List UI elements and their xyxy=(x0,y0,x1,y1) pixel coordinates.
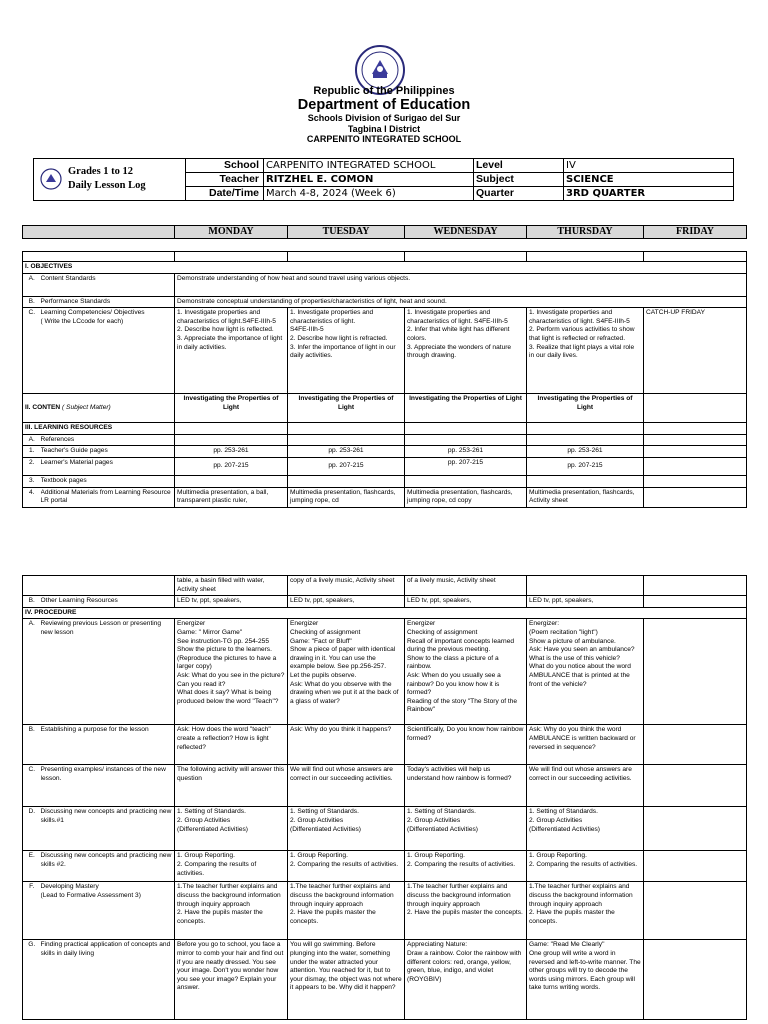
school-label: School xyxy=(186,159,264,173)
row-number: 2. xyxy=(23,457,41,475)
row-number: F. xyxy=(23,882,41,940)
subject-label: Subject xyxy=(474,173,564,187)
division-heading: Schools Division of Surigao del Sur xyxy=(307,113,461,123)
day-header-tuesday: TUESDAY xyxy=(288,226,405,239)
teachers-guide-label: Teacher's Guide pages xyxy=(41,446,175,458)
review-monday: Energizer Game: " Mirror Game" See instruction-TG pp. 254-255 Show the picture to the learners. (Reproduce the pictures to have a larger copy) Ask: What do you see in the picture? Can you read it? What does it say? What is being produced below the word "Teach"? xyxy=(175,619,288,725)
school-heading: CARPENITO INTEGRATED SCHOOL xyxy=(306,134,462,144)
day-header-monday: MONDAY xyxy=(175,226,288,239)
learning-resources-heading: III. LEARNING RESOURCES xyxy=(23,423,175,435)
new-concepts-1-label: Discussing new concepts and practicing new skills.#1 xyxy=(41,807,175,851)
other-resources-wednesday: LED tv, ppt, speakers, xyxy=(405,596,527,608)
level-value: IV xyxy=(564,159,734,173)
blank-header-cell xyxy=(23,226,175,239)
row-number: 4. xyxy=(23,487,41,507)
competencies-thursday: 1. Investigate properties and characteristics of light. S4FE-IIIh-5 2. Perform various activities to show that light is reflected or refracted. 3. Realize that light plays a vital role in our daily lives. xyxy=(527,308,644,394)
teacher-label: Teacher xyxy=(186,173,264,187)
date-value: March 4-8, 2024 (Week 6) xyxy=(264,187,474,201)
day-header-wednesday: WEDNESDAY xyxy=(405,226,527,239)
purpose-label: Establishing a purpose for the lesson xyxy=(41,725,175,765)
materials-tuesday: Multimedia presentation, flashcards, jumping rope, cd xyxy=(288,487,405,507)
application-thursday: Game: "Read Me Clearly" One group will write a word in reversed and left-to-write manner. The other groups will try to decode the words using mirrors. Each group will take turns writing words. xyxy=(527,940,644,1020)
row-number: G. xyxy=(23,940,41,1020)
materials-cont-monday: table, a basin filled with water, Activity sheet xyxy=(175,576,288,596)
concepts1-thursday: 1. Setting of Standards. 2. Group Activities (Differentiated Activities) xyxy=(527,807,644,851)
concepts1-tuesday: 1. Setting of Standards. 2. Group Activities (Differentiated Activities) xyxy=(288,807,405,851)
row-number: C. xyxy=(23,308,41,394)
day-header-thursday: THURSDAY xyxy=(527,226,644,239)
row-number: B. xyxy=(23,596,41,608)
tg-pages-monday: pp. 253-261 xyxy=(175,446,288,458)
subject-value: SCIENCE xyxy=(564,173,734,187)
mastery-monday: 1.The teacher further explains and discuss the background information through inquiry approach 2. Have the pupils master the concepts. xyxy=(175,882,288,940)
competencies-wednesday: 1. Investigate properties and characteristics of light. S4FE-IIIh-5 2. Infer that white light has different colors. 3. Appreciate the wonders of nature through drawing. xyxy=(405,308,527,394)
materials-wednesday: Multimedia presentation, flashcards, jumping rope, cd copy xyxy=(405,487,527,507)
reviewing-lesson-label: Reviewing previous Lesson or presenting new lesson xyxy=(41,619,175,725)
concepts1-monday: 1. Setting of Standards. 2. Group Activities (Differentiated Activities) xyxy=(175,807,288,851)
content-standards-text: Demonstrate understanding of how heat and sound travel using various objects. xyxy=(175,273,747,296)
lesson-log-table-page1 xyxy=(22,251,747,508)
mastery-wednesday: 1.The teacher further explains and discuss the background information through inquiry approach 2. Have the pupils master the concepts. xyxy=(405,882,527,940)
review-thursday: Energizer: (Poem recitation "light") Show a picture of ambulance. Ask: Have you seen an ambulance? What is the use of this vehicle? What do you notice about the word AMBULANCE that is printed at the front of the vehicle? xyxy=(527,619,644,725)
learners-material-label: Learner's Material pages xyxy=(41,457,175,475)
application-monday: Before you go to school, you face a mirror to comb your hair and find out if you are neatly dressed. You see your image. Don't you wonder how you see your image? Explain your answer. xyxy=(175,940,288,1020)
lm-pages-tuesday: pp. 207-215 xyxy=(288,457,405,475)
competencies-monday: 1. Investigate properties and characteristics of light.S4FE-IIIh-5 2. Describe how light is reflected. 3. Appreciate the importance of light in daily activities. xyxy=(175,308,288,394)
examples-wednesday: Today's activities will help us understand how rainbow is formed? xyxy=(405,765,527,807)
district-heading: Tagbina I District xyxy=(347,124,421,134)
additional-materials-label: Additional Materials from Learning Resource LR portal xyxy=(41,487,175,507)
row-number: A. xyxy=(23,434,41,446)
concepts2-wednesday: 1. Group Reporting. 2. Comparing the results of activities. xyxy=(405,851,527,882)
materials-thursday: Multimedia presentation, flashcards, Activity sheet xyxy=(527,487,644,507)
textbook-label: Textbook pages xyxy=(41,475,175,487)
mastery-thursday: 1.The teacher further explains and discuss the background information through inquiry approach 2. Have the pupils master the concepts. xyxy=(527,882,644,940)
review-tuesday: Energizer Checking of assignment Game: "Fact or Bluff" Show a piece of paper with identical drawing in it. You can use the example below. See pp.256-257. Let the pupils observe. Ask: What do you observe with the drawing when we put it at the back of a glass of water? xyxy=(288,619,405,725)
deped-small-seal-icon xyxy=(40,168,62,190)
purpose-wednesday: Scientifically, Do you know how rainbow formed? xyxy=(405,725,527,765)
references-label: References xyxy=(41,434,175,446)
concepts2-monday: 1. Group Reporting. 2. Comparing the results of activities. xyxy=(175,851,288,882)
other-resources-tuesday: LED tv, ppt, speakers, xyxy=(288,596,405,608)
day-header-friday: FRIDAY xyxy=(644,226,747,239)
level-label: Level xyxy=(474,159,564,173)
other-resources-thursday: LED tv, ppt, speakers, xyxy=(527,596,644,608)
date-label: Date/Time xyxy=(186,187,264,201)
purpose-thursday: Ask: Why do you think the word AMBULANCE is written backward or reversed in sequence? xyxy=(527,725,644,765)
new-concepts-2-label: Discussing new concepts and practicing new skills #2. xyxy=(41,851,175,882)
row-number: A. xyxy=(23,619,41,725)
other-resources-monday: LED tv, ppt, speakers, xyxy=(175,596,288,608)
grades-label: Grades 1 to 12 xyxy=(68,166,134,177)
tg-pages-wednesday: pp. 253-261 xyxy=(405,446,527,458)
examples-monday: The following activity will answer this question xyxy=(175,765,288,807)
row-number: D. xyxy=(23,807,41,851)
examples-thursday: We will find out whose answers are correct in our succeeding activities. xyxy=(527,765,644,807)
examples-tuesday: We will find out whose answers are correct in our succeeding activities. xyxy=(288,765,405,807)
concepts1-wednesday: 1. Setting of Standards. 2. Group Activities (Differentiated Activities) xyxy=(405,807,527,851)
objectives-heading: I. OBJECTIVES xyxy=(23,262,747,274)
performance-standards-text: Demonstrate conceptual understanding of properties/characteristics of light, heat and sound. xyxy=(175,296,747,308)
row-number: B. xyxy=(23,296,41,308)
row-number: C. xyxy=(23,765,41,807)
learning-competencies-label: Learning Competencies/ Objectives ( Write the LCcode for each) xyxy=(41,308,175,394)
tg-pages-tuesday: pp. 253-261 xyxy=(288,446,405,458)
content-wednesday: Investigating the Properties of Light xyxy=(405,394,527,423)
department-heading: Department of Education xyxy=(297,97,471,113)
content-thursday: Investigating the Properties of Light xyxy=(527,394,644,423)
review-wednesday: Energizer Checking of assignment Recall of important concepts learned during the previous meeting. Show to the class a picture of a rainbow. Ask: When do you usually see a rainbow? Do you know how it is formed? Reading of the story "The Story of the Rainbow" xyxy=(405,619,527,725)
lesson-info-table xyxy=(33,158,734,201)
quarter-label: Quarter xyxy=(474,187,564,201)
row-number: E. xyxy=(23,851,41,882)
competencies-friday: CATCH-UP FRIDAY xyxy=(644,308,747,394)
lm-pages-wednesday: pp. 207-215 xyxy=(405,457,527,475)
performance-standards-label: Performance Standards xyxy=(41,296,175,308)
content-standards-label: Content Standards xyxy=(41,273,175,296)
materials-monday: Multimedia presentation, a ball, transparent plastic ruler, xyxy=(175,487,288,507)
teacher-value: RITZHEL E. COMON xyxy=(264,173,474,187)
materials-cont-tuesday: copy of a lively music, Activity sheet xyxy=(288,576,405,596)
quarter-value: 3RD QUARTER xyxy=(564,187,734,201)
materials-cont-wednesday: of a lively music, Activity sheet xyxy=(405,576,527,596)
concepts2-thursday: 1. Group Reporting. 2. Comparing the results of activities. xyxy=(527,851,644,882)
content-sublabel: ( Subject Matter) xyxy=(62,403,111,411)
lm-pages-thursday: pp. 207-215 xyxy=(527,457,644,475)
spacer-cell xyxy=(23,252,175,262)
log-title-cell xyxy=(34,159,186,201)
content-tuesday: Investigating the Properties of Light xyxy=(288,394,405,423)
competencies-tuesday: 1. Investigate properties and characteristics of light. S4FE-IIIh-5 2. Describe how light is refracted. 3. Infer the importance of light in our daily activities. xyxy=(288,308,405,394)
other-resources-label: Other Learning Resources xyxy=(41,596,175,608)
day-header-table xyxy=(22,225,747,239)
concepts2-tuesday: 1. Group Reporting. 2. Comparing the results of activities. xyxy=(288,851,405,882)
purpose-tuesday: Ask: Why do you think it happens? xyxy=(288,725,405,765)
purpose-monday: Ask: How does the word "teach" create a reflection? How is light reflected? xyxy=(175,725,288,765)
practical-application-label: Finding practical application of concepts and skills in daily living xyxy=(41,940,175,1020)
lesson-log-table-page2 xyxy=(22,575,747,1020)
content-monday: Investigating the Properties of Light xyxy=(175,394,288,423)
developing-mastery-label: Developing Mastery (Lead to Formative Assessment 3) xyxy=(41,882,175,940)
daily-lesson-log-label: Daily Lesson Log xyxy=(68,180,146,191)
row-number: B. xyxy=(23,725,41,765)
lm-pages-monday: pp. 207-215 xyxy=(175,457,288,475)
mastery-tuesday: 1.The teacher further explains and discuss the background information through inquiry approach 2. Have the pupils master the concepts. xyxy=(288,882,405,940)
content-label: II. CONTEN xyxy=(25,403,61,411)
row-number: 1. xyxy=(23,446,41,458)
examples-label: Presenting examples/ instances of the new lesson. xyxy=(41,765,175,807)
school-value: CARPENITO INTEGRATED SCHOOL xyxy=(264,159,474,173)
republic-heading: Republic of the Philippines xyxy=(313,85,455,97)
row-number: A. xyxy=(23,273,41,296)
application-tuesday: You will go swimming. Before plunging into the water, something under the water attracted your attention. You reached for it, but to your dismay, the object was not where it appears to be. Why did it happen? xyxy=(288,940,405,1020)
application-wednesday: Appreciating Nature: Draw a rainbow. Color the rainbow with different colors: red, orange, yellow, green, blue, indigo, and violet (ROYGBIV) xyxy=(405,940,527,1020)
content-label-cell xyxy=(23,394,175,423)
row-number: 3. xyxy=(23,475,41,487)
procedure-heading: IV. PROCEDURE xyxy=(23,607,747,619)
tg-pages-thursday: pp. 253-261 xyxy=(527,446,644,458)
